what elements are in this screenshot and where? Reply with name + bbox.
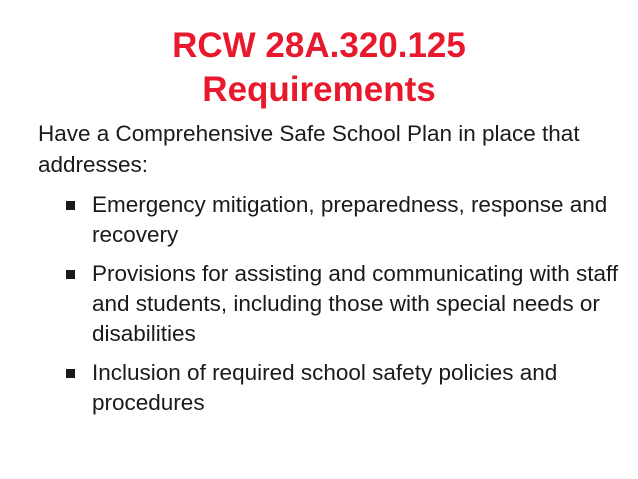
bullet-text: Provisions for assisting and communicating with staff and students, including those with special needs or disabilities (92, 261, 619, 346)
square-bullet-icon (66, 201, 75, 210)
title-line-1: RCW 28A.320.125 (172, 26, 466, 65)
intro-text: Have a Comprehensive Safe School Plan in place that addresses: (38, 121, 580, 177)
title-line-2: Requirements (202, 70, 436, 109)
slide-title (0, 24, 638, 112)
bullet-list (66, 190, 626, 427)
square-bullet-icon (66, 270, 75, 279)
bullet-text: Inclusion of required school safety policies and procedures (92, 360, 558, 415)
bullet-item (66, 358, 626, 418)
bullet-item (66, 259, 626, 349)
bullet-item (66, 190, 626, 250)
square-bullet-icon (66, 369, 75, 378)
bullet-text: Emergency mitigation, preparedness, response and recovery (92, 192, 608, 247)
